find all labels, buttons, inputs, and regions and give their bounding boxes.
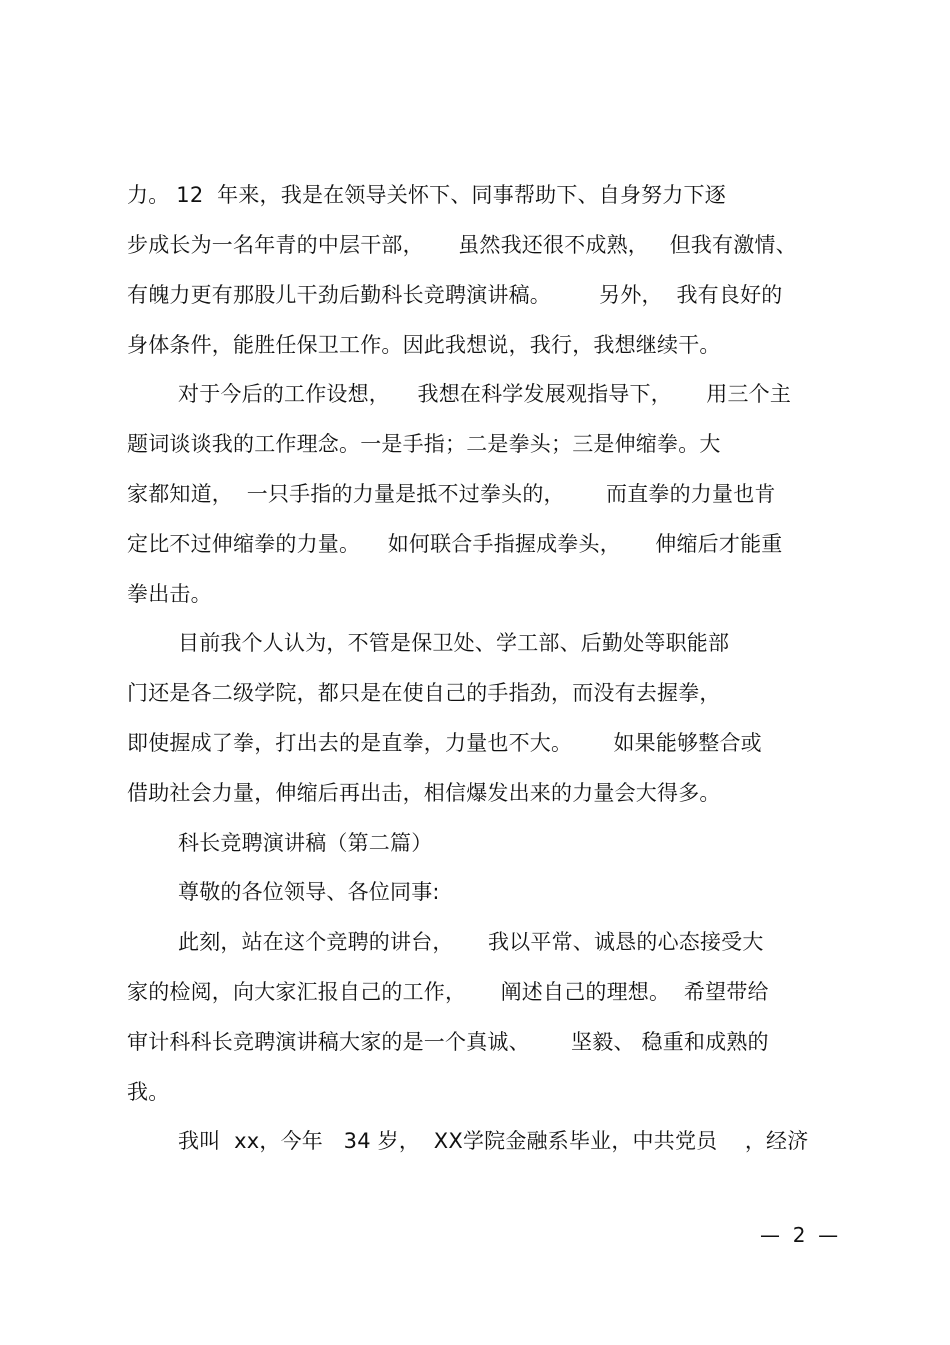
paragraph-line: 门还是各二级学院，都只是在使自己的手指劲，而没有去握拳， <box>127 681 721 705</box>
paragraph-line: 步成长为一名年青的中层干部， 虽然我还很不成熟， 但我有激情、 <box>127 233 797 257</box>
paragraph-line: 身体条件，能胜任保卫工作。因此我想说，我行，我想继续干。 <box>127 333 721 357</box>
page-number: — 2 — <box>760 1223 839 1247</box>
section-title: 科长竞聘演讲稿（第二篇） <box>178 831 433 855</box>
paragraph-line: 拳出击。 <box>127 582 212 606</box>
paragraph-line: 审计科科长竞聘演讲稿大家的是一个真诚、 坚毅、 稳重和成熟的 <box>127 1030 769 1054</box>
salutation: 尊敬的各位领导、各位同事: <box>178 880 440 904</box>
paragraph-line: 我。 <box>127 1080 170 1104</box>
paragraph-line: 家的检阅，向大家汇报自己的工作， 阐述自己的理想。 希望带给 <box>127 980 769 1004</box>
paragraph-line: 目前我个人认为，不管是保卫处、学工部、后勤处等职能部 <box>178 631 730 655</box>
paragraph-line: 家都知道， 一只手指的力量是抵不过拳头的， 而直拳的力量也肯 <box>127 482 776 506</box>
paragraph-line: 定比不过伸缩拳的力量。 如何联合手指握成拳头， 伸缩后才能重 <box>127 532 783 556</box>
paragraph-line: 此刻，站在这个竞聘的讲台， 我以平常、诚恳的心态接受大 <box>178 930 764 954</box>
paragraph-line: 有魄力更有那股儿干劲后勤科长竞聘演讲稿。 另外， 我有良好的 <box>127 283 783 307</box>
paragraph-line: 题词谈谈我的工作理念。一是手指；二是拳头；三是伸缩拳。大 <box>127 432 721 456</box>
paragraph-line: 即使握成了拳，打出去的是直拳，力量也不大。 如果能够整合或 <box>127 731 762 755</box>
paragraph-line: 我叫 xx，今年 34 岁， XX学院金融系毕业，中共党员 ，经济 <box>178 1129 809 1153</box>
paragraph-line: 对于今后的工作设想， 我想在科学发展观指导下， 用三个主 <box>178 382 792 406</box>
paragraph-line: 借助社会力量，伸缩后再出击，相信爆发出来的力量会大得多。 <box>127 781 721 805</box>
paragraph-line: 力。 12 年来，我是在领导关怀下、同事帮助下、自身努力下逐 <box>127 183 726 207</box>
